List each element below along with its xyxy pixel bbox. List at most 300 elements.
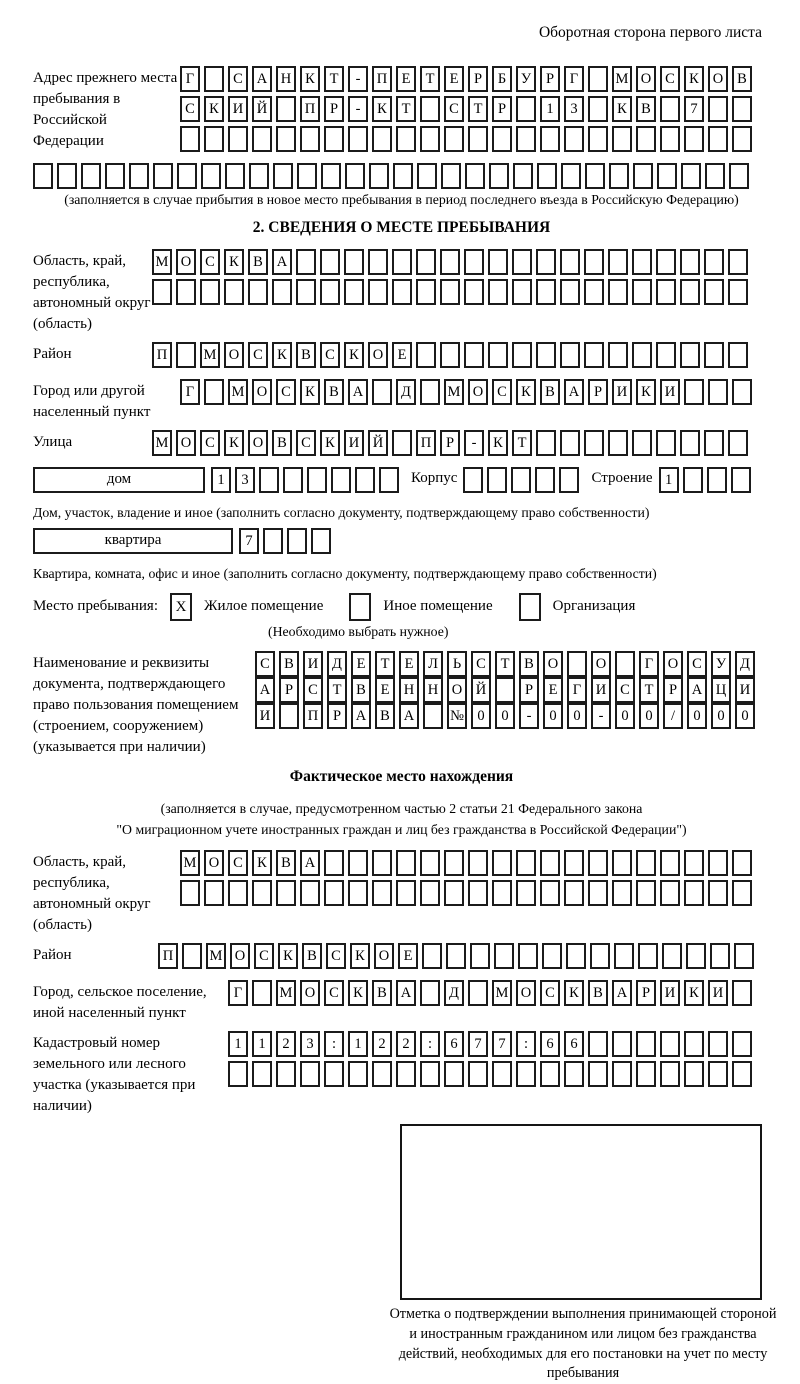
char-box: В <box>276 850 296 876</box>
char-box <box>584 249 604 275</box>
char-box <box>561 163 581 189</box>
char-box: 7 <box>684 96 704 122</box>
char-box <box>273 163 293 189</box>
char-box <box>441 163 461 189</box>
char-box: Т <box>327 677 347 703</box>
char-box <box>444 126 464 152</box>
section2-header: 2. СВЕДЕНИЯ О МЕСТЕ ПРЕБЫВАНИЯ <box>252 218 551 236</box>
cadastre-block <box>33 1031 770 1117</box>
char-box <box>420 96 440 122</box>
char-box <box>681 163 701 189</box>
region-boxes-row-2 <box>152 279 752 305</box>
char-box: У <box>711 651 731 677</box>
char-box <box>732 850 752 876</box>
char-box <box>416 279 436 305</box>
char-box: М <box>180 850 200 876</box>
char-box <box>344 279 364 305</box>
actual-caption-line-2: "О миграционном учете иностранных граждан и лиц без гражданства в Российской Федерации") <box>116 822 687 838</box>
char-box <box>372 880 392 906</box>
char-box <box>704 279 724 305</box>
house-caption: Дом, участок, владение и иное (заполнить согласно документу, подтверждающему право собственности) <box>33 504 650 520</box>
char-box: : <box>516 1031 536 1057</box>
actual-region-boxes-row-2 <box>180 880 756 906</box>
char-box <box>488 249 508 275</box>
char-box <box>263 528 283 554</box>
char-box: О <box>636 66 656 92</box>
apartment-boxes <box>239 528 335 554</box>
char-box: А <box>348 379 368 405</box>
house-widebox: дом <box>33 467 205 493</box>
char-box: И <box>612 379 632 405</box>
char-box: И <box>735 677 755 703</box>
char-box <box>344 249 364 275</box>
char-box: К <box>636 379 656 405</box>
char-box: Г <box>228 980 248 1006</box>
prev-address-block <box>33 66 770 156</box>
char-box <box>636 850 656 876</box>
prev-address-boxes-row-3 <box>180 126 756 152</box>
char-box <box>129 163 149 189</box>
actual-region-rows <box>180 850 756 910</box>
char-box <box>708 96 728 122</box>
char-box <box>708 1061 728 1087</box>
char-box <box>420 379 440 405</box>
char-box <box>636 1061 656 1087</box>
char-box <box>564 880 584 906</box>
doc-block <box>33 651 770 758</box>
char-box <box>612 1031 632 1057</box>
char-box: К <box>300 379 320 405</box>
char-box <box>708 379 728 405</box>
char-box: 0 <box>567 703 587 729</box>
char-box: А <box>300 850 320 876</box>
other-premises-option-label: Иное помещение <box>383 598 493 615</box>
char-box: - <box>348 66 368 92</box>
char-box <box>660 850 680 876</box>
char-box: И <box>344 430 364 456</box>
char-box <box>588 850 608 876</box>
char-box <box>588 880 608 906</box>
char-box <box>464 342 484 368</box>
actual-location-captions <box>33 798 770 841</box>
char-box: Н <box>399 677 419 703</box>
char-box <box>204 880 224 906</box>
char-box <box>276 1061 296 1087</box>
char-box: О <box>543 651 563 677</box>
char-box: С <box>326 943 346 969</box>
char-box: М <box>276 980 296 1006</box>
char-box: Е <box>398 943 418 969</box>
char-box <box>660 96 680 122</box>
char-box <box>464 249 484 275</box>
actual-caption-line-1: (заполняется в случае, предусмотренном частью 2 статьи 21 Федерального закона <box>160 800 643 816</box>
actual-city-label: Город, сельское поселение, иной населенный пункт <box>33 984 207 1022</box>
char-box: В <box>296 342 316 368</box>
char-box <box>732 1061 752 1087</box>
char-box <box>537 163 557 189</box>
char-box: О <box>663 651 683 677</box>
char-box <box>463 467 483 493</box>
doc-boxes-row-2 <box>255 677 759 703</box>
char-box <box>660 880 680 906</box>
char-box <box>609 163 629 189</box>
char-box: В <box>351 677 371 703</box>
char-box <box>584 342 604 368</box>
char-box: С <box>492 379 512 405</box>
char-box <box>708 850 728 876</box>
char-box: 3 <box>564 96 584 122</box>
char-box: В <box>732 66 752 92</box>
char-box: 1 <box>228 1031 248 1057</box>
char-box: 6 <box>564 1031 584 1057</box>
char-box <box>372 379 392 405</box>
char-box <box>81 163 101 189</box>
char-box: Р <box>588 379 608 405</box>
page-title: Оборотная сторона первого листа <box>538 24 762 41</box>
char-box <box>518 943 538 969</box>
char-box: 7 <box>492 1031 512 1057</box>
char-box <box>296 279 316 305</box>
char-box: В <box>375 703 395 729</box>
char-box: 0 <box>639 703 659 729</box>
char-box <box>468 880 488 906</box>
char-box <box>516 96 536 122</box>
char-box <box>417 163 437 189</box>
char-box: Й <box>368 430 388 456</box>
char-box <box>495 677 515 703</box>
city-boxes <box>180 379 756 405</box>
char-box <box>542 943 562 969</box>
char-box <box>513 163 533 189</box>
char-box <box>511 467 531 493</box>
char-box: А <box>272 249 292 275</box>
char-box <box>444 1061 464 1087</box>
char-box <box>588 96 608 122</box>
street-block <box>33 430 770 460</box>
char-box <box>680 249 700 275</box>
char-box: В <box>272 430 292 456</box>
actual-district-boxes <box>158 943 758 969</box>
char-box: О <box>224 342 244 368</box>
char-box: М <box>492 980 512 1006</box>
char-box: С <box>660 66 680 92</box>
char-box <box>656 430 676 456</box>
char-box <box>512 342 532 368</box>
char-box: В <box>302 943 322 969</box>
char-box <box>492 1061 512 1087</box>
char-box <box>707 467 727 493</box>
char-box <box>396 126 416 152</box>
char-box: У <box>516 66 536 92</box>
char-box <box>320 249 340 275</box>
actual-district-label: Район <box>33 947 72 964</box>
stroenie-label: Строение <box>591 469 653 486</box>
char-box: Н <box>276 66 296 92</box>
region-rows <box>152 249 752 309</box>
char-box <box>444 880 464 906</box>
char-box <box>632 342 652 368</box>
char-box: Е <box>392 342 412 368</box>
char-box: 6 <box>444 1031 464 1057</box>
char-box <box>345 163 365 189</box>
char-box <box>468 1061 488 1087</box>
char-box <box>708 880 728 906</box>
char-box <box>200 279 220 305</box>
char-box <box>632 430 652 456</box>
char-box <box>656 342 676 368</box>
char-box: С <box>615 677 635 703</box>
char-box <box>355 467 375 493</box>
char-box <box>392 279 412 305</box>
char-box: А <box>252 66 272 92</box>
char-box: Т <box>375 651 395 677</box>
char-box <box>440 342 460 368</box>
char-box: Е <box>375 677 395 703</box>
char-box <box>369 163 389 189</box>
char-box <box>615 651 635 677</box>
char-box <box>560 342 580 368</box>
char-box: 0 <box>711 703 731 729</box>
char-box <box>728 430 748 456</box>
char-box <box>276 96 296 122</box>
char-box <box>465 163 485 189</box>
char-box <box>705 163 725 189</box>
char-box <box>368 249 388 275</box>
char-box <box>204 126 224 152</box>
char-box: К <box>350 943 370 969</box>
char-box <box>487 467 507 493</box>
char-box <box>684 880 704 906</box>
char-box <box>224 279 244 305</box>
apartment-caption: Квартира, комната, офис и иное (заполнить согласно документу, подтверждающему право собственности) <box>33 565 657 581</box>
char-box <box>614 943 634 969</box>
char-box <box>468 980 488 1006</box>
char-box: О <box>176 249 196 275</box>
char-box: И <box>708 980 728 1006</box>
char-box <box>560 279 580 305</box>
char-box: К <box>320 430 340 456</box>
char-box <box>153 163 173 189</box>
doc-rows <box>255 651 759 729</box>
char-box <box>584 279 604 305</box>
char-box: С <box>200 430 220 456</box>
char-box: С <box>255 651 275 677</box>
char-box: 1 <box>659 467 679 493</box>
char-box <box>492 126 512 152</box>
char-box <box>662 943 682 969</box>
char-box: Ц <box>711 677 731 703</box>
char-box: 3 <box>235 467 255 493</box>
char-box: В <box>248 249 268 275</box>
street-boxes <box>152 430 752 456</box>
char-box <box>228 126 248 152</box>
char-box: Р <box>279 677 299 703</box>
char-box <box>608 342 628 368</box>
char-box: 7 <box>468 1031 488 1057</box>
char-box: П <box>300 96 320 122</box>
char-box: Т <box>495 651 515 677</box>
char-box: И <box>228 96 248 122</box>
char-box: Е <box>399 651 419 677</box>
prev-address-label: Адрес прежнего места пребывания в Российской Федерации <box>33 70 178 149</box>
char-box <box>540 1061 560 1087</box>
char-box <box>732 96 752 122</box>
char-box: Г <box>567 677 587 703</box>
char-box: К <box>612 96 632 122</box>
char-box: А <box>612 980 632 1006</box>
char-box: П <box>158 943 178 969</box>
char-box: - <box>591 703 611 729</box>
prev-address-boxes-row-2 <box>180 96 756 122</box>
char-box <box>252 980 272 1006</box>
char-box <box>204 379 224 405</box>
char-box <box>368 279 388 305</box>
char-box: К <box>372 96 392 122</box>
char-box <box>296 249 316 275</box>
char-box <box>489 163 509 189</box>
char-box <box>588 66 608 92</box>
char-box <box>468 126 488 152</box>
char-box <box>33 163 53 189</box>
prev-address-rows <box>180 66 756 156</box>
char-box <box>252 126 272 152</box>
char-box: Г <box>564 66 584 92</box>
char-box <box>416 249 436 275</box>
char-box: 7 <box>239 528 259 554</box>
residential-checkbox: X <box>170 593 192 621</box>
stay-type-row <box>33 593 770 621</box>
char-box <box>348 880 368 906</box>
char-box <box>468 850 488 876</box>
char-box <box>680 342 700 368</box>
char-box <box>420 126 440 152</box>
region-boxes-row-1 <box>152 249 752 275</box>
char-box: А <box>687 677 707 703</box>
char-box <box>728 279 748 305</box>
char-box <box>348 126 368 152</box>
char-box <box>728 342 748 368</box>
char-box <box>470 943 490 969</box>
char-box: С <box>228 850 248 876</box>
char-box: О <box>252 379 272 405</box>
char-box <box>516 1061 536 1087</box>
char-box: К <box>348 980 368 1006</box>
char-box <box>612 126 632 152</box>
char-box: С <box>276 379 296 405</box>
organization-checkbox <box>519 593 541 621</box>
char-box: О <box>591 651 611 677</box>
char-box <box>636 880 656 906</box>
char-box <box>311 528 331 554</box>
char-box <box>422 943 442 969</box>
char-box: С <box>248 342 268 368</box>
char-box: 3 <box>300 1031 320 1057</box>
char-box: 0 <box>735 703 755 729</box>
char-box <box>228 880 248 906</box>
char-box <box>204 66 224 92</box>
confirmation-stamp-caption: Отметка о подтверждении выполнения принимающей стороной и иностранным гражданином или лицом без гражданства действий, необходимых для его постановки на учет по месту пребывания <box>389 1306 777 1382</box>
char-box <box>259 467 279 493</box>
char-box <box>444 850 464 876</box>
char-box: О <box>300 980 320 1006</box>
char-box: В <box>540 379 560 405</box>
char-box <box>567 651 587 677</box>
char-box <box>488 279 508 305</box>
char-box: Е <box>396 66 416 92</box>
region-label: Область, край, республика, автономный округ (область) <box>33 252 151 332</box>
stay-type-caption: (Необходимо выбрать нужное) <box>268 623 449 639</box>
cadastre-boxes-row-1 <box>228 1031 756 1057</box>
stay-type-label: Место пребывания: <box>33 598 158 615</box>
char-box: Б <box>492 66 512 92</box>
char-box <box>656 279 676 305</box>
char-box: М <box>612 66 632 92</box>
char-box <box>348 1061 368 1087</box>
char-box: П <box>303 703 323 729</box>
char-box: И <box>591 677 611 703</box>
char-box <box>660 1061 680 1087</box>
char-box <box>612 850 632 876</box>
char-box <box>396 850 416 876</box>
char-box <box>684 126 704 152</box>
actual-region-label: Область, край, республика, автономный округ (область) <box>33 854 151 934</box>
char-box <box>324 850 344 876</box>
char-box <box>732 379 752 405</box>
char-box: В <box>519 651 539 677</box>
char-box <box>684 1061 704 1087</box>
actual-city-block <box>33 980 770 1024</box>
char-box <box>540 850 560 876</box>
char-box <box>283 467 303 493</box>
char-box <box>320 279 340 305</box>
char-box <box>152 279 172 305</box>
char-box <box>396 880 416 906</box>
char-box <box>516 850 536 876</box>
char-box: 1 <box>348 1031 368 1057</box>
char-box <box>225 163 245 189</box>
char-box: А <box>399 703 419 729</box>
char-box: А <box>255 677 275 703</box>
char-box <box>632 249 652 275</box>
char-box <box>729 163 749 189</box>
char-box: : <box>420 1031 440 1057</box>
char-box <box>584 430 604 456</box>
char-box <box>704 249 724 275</box>
char-box <box>686 943 706 969</box>
char-box <box>307 467 327 493</box>
char-box: - <box>519 703 539 729</box>
char-box: К <box>278 943 298 969</box>
char-box: И <box>660 379 680 405</box>
char-box <box>379 467 399 493</box>
char-box <box>566 943 586 969</box>
char-box <box>324 880 344 906</box>
char-box: О <box>516 980 536 1006</box>
char-box <box>300 126 320 152</box>
char-box <box>492 880 512 906</box>
char-box: С <box>687 651 707 677</box>
confirmation-stamp-box <box>400 1124 762 1300</box>
char-box <box>633 163 653 189</box>
char-box <box>731 467 751 493</box>
char-box <box>492 850 512 876</box>
char-box: К <box>344 342 364 368</box>
char-box <box>540 126 560 152</box>
char-box <box>464 279 484 305</box>
char-box <box>588 126 608 152</box>
char-box: М <box>152 249 172 275</box>
char-box: Ь <box>447 651 467 677</box>
